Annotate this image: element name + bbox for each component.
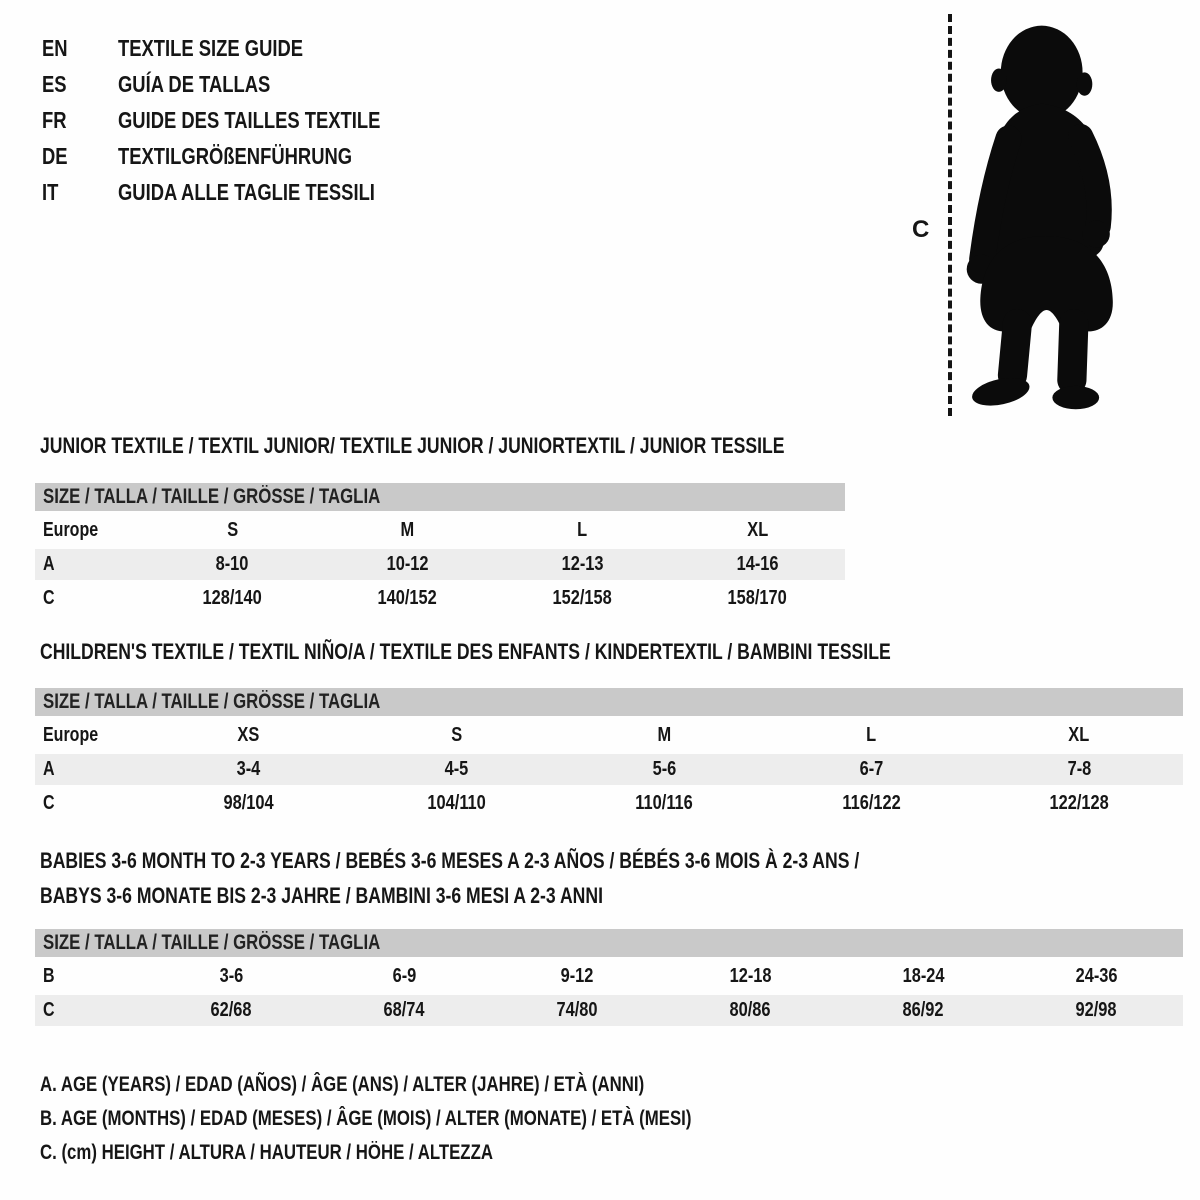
legend-line-b: B. AGE (MONTHS) / EDAD (MESES) / ÂGE (MOIS) / ALTER (MONATE) / ETÀ (MESI): [40, 1107, 692, 1130]
language-title: GUÍA DE TALLAS: [118, 70, 271, 97]
height-measure-dashed-line: [948, 14, 952, 416]
language-row: [42, 30, 446, 66]
table-row-age-months: B 3-6 6-9 9-12 12-18 18-24 24-36: [43, 965, 1118, 987]
size-header-bar: SIZE / TALLA / TAILLE / GRÖSSE / TAGLIA: [35, 483, 845, 511]
language-title: TEXTILE SIZE GUIDE: [118, 34, 304, 61]
language-code: FR: [42, 106, 67, 133]
junior-section-heading: JUNIOR TEXTILE / TEXTIL JUNIOR/ TEXTILE JUNIOR / JUNIORTEXTIL / JUNIOR TESSILE: [40, 433, 785, 458]
language-row: [42, 174, 446, 210]
language-code: ES: [42, 70, 67, 97]
size-header-bar: SIZE / TALLA / TAILLE / GRÖSSE / TAGLIA: [35, 929, 1183, 957]
table-row-height-cm: C 128/140 140/152 152/158 158/170: [43, 587, 788, 609]
table-row-height-cm: C 62/68 68/74 74/80 80/86 86/92 92/98: [35, 995, 1183, 1026]
language-title-list: [42, 30, 446, 210]
children-size-table: [35, 688, 1183, 822]
babies-size-table: [35, 929, 1183, 1029]
table-row-age-years: A 8-10 10-12 12-13 14-16: [35, 549, 845, 580]
table-row-age-years: A 3-4 4-5 5-6 6-7 7-8: [35, 754, 1183, 785]
table-row-height-cm: C 98/104 104/110 110/116 116/122 122/128: [43, 792, 1109, 814]
language-code: DE: [42, 142, 68, 169]
table-row-europe: Europe S M L XL: [43, 519, 768, 541]
legend-line-a: A. AGE (YEARS) / EDAD (AÑOS) / ÂGE (ANS) / ALTER (JAHRE) / ETÀ (ANNI): [40, 1073, 645, 1096]
language-title: TEXTILGRÖßENFÜHRUNG: [118, 142, 353, 169]
size-header-bar: SIZE / TALLA / TAILLE / GRÖSSE / TAGLIA: [35, 688, 1183, 716]
language-title: GUIDE DES TAILLES TEXTILE: [118, 106, 381, 133]
language-row: [42, 66, 446, 102]
language-code: EN: [42, 34, 68, 61]
junior-size-table: [35, 483, 845, 617]
language-title: GUIDA ALLE TAGLIE TESSILI: [118, 178, 375, 205]
table-row-europe: Europe XS S M L XL: [43, 724, 1090, 746]
children-section-heading: CHILDREN'S TEXTILE / TEXTIL NIÑO/A / TEXTILE DES ENFANTS / KINDERTEXTIL / BAMBINI TESSILE: [40, 639, 891, 664]
toddler-silhouette-icon: [956, 14, 1141, 420]
language-row: [42, 102, 446, 138]
measurement-legend: [40, 1068, 854, 1170]
legend-line-c: C. (cm) HEIGHT / ALTURA / HAUTEUR / HÖHE / ALTEZZA: [40, 1141, 493, 1164]
language-row: [42, 138, 446, 174]
language-code: IT: [42, 178, 59, 205]
height-measure-label: C: [912, 216, 930, 243]
babies-section-heading: BABIES 3-6 MONTH TO 2-3 YEARS / BEBÉS 3-6 MESES A 2-3 AÑOS / BÉBÉS 3-6 MOIS À 2-3 ANS / BABYS 3-6 MONATE BIS 2-3 JAHRE / BAMBINI 3-6 MESI A 2-3 ANNI: [40, 848, 860, 908]
